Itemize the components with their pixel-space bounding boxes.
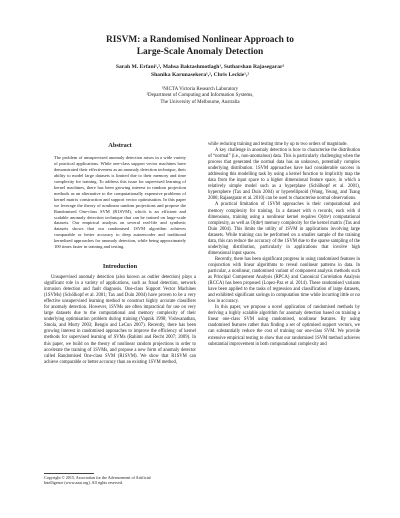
title-line-1: RISVM: a Randomised Nonlinear Approach to [106,35,294,45]
paper-title [60,34,340,58]
affiliation-line-2: ²Department of Computing and Information Systems, [146,93,254,99]
author-list [40,64,360,79]
right-paragraph-3: Recently, there has been significant progress in using randomised features in conjunction with linear algorithms to reveal nonlinear patterns in data. In particular, a nonlinear, randomised variant of component analysis methods such as Principal Component Analysis (RPCA) and Canonical Correlation Analysis (RCCA) has been proposed (Lopez-Paz et al. 2014). These randomised variants have been applied to the tasks of regression and classification of large datasets, and exhibited significant savings in computation time while incurring little or no loss in accuracy. [208,256,360,305]
abstract-text: The problem of unsupervised anomaly detection arises in a wide variety of practical applications. While one-class support vector machines have demonstrated their effectiveness as an anomaly detection technique, their ability to model large datasets is limited due to their memory and time complexity for training. To address this issue for supervised learning of kernel machines, there has been growing interest in random projection methods as an alternative to the computationally expensive problems of kernel matrix construction and support vector optimisation. In this paper we leverage the theory of nonlinear random projections and propose the Randomised One-class SVM (R1SVM), which is an efficient and scalable anomaly detection technique that can be trained on large-scale datasets. Our empirical analysis on several real-life and synthetic datasets shows that our randomised 1SVM algorithm achieves comparable or better accuracy to deep autoencoder and traditional kernelised approaches for anomaly detection, while being approximately 100 times faster in training and testing. [54,155,186,250]
authors-line-2: Shanika Karunasekera¹,², Chris Leckie¹,² [150,71,250,78]
introduction-body [44,275,196,366]
affiliation-line-3: The University of Melbourne, Australia [160,99,240,105]
copyright-footnote [44,475,196,485]
right-paragraph-4: In this paper, we propose a novel application of randomised methods by deriving a highly scalable algorithm for anomaly detection based on training a linear one-class SVM using randomised, nonlinear features. By using randomised features rather than finding a set of optimised support vectors, we can substantially reduce the cost of training our one-class SVM. We provide extensive empirical testing to show that our randomised 1SVM method achieves substantial improvement in both computational complexity and [208,305,360,347]
introduction-heading: Introduction [102,263,138,270]
footnote-line-1: Copyright © 2015, Association for the Advancement of Artificial [44,475,151,480]
abstract-heading: Abstract [108,142,132,149]
abstract [54,142,186,250]
authors-line-1: Sarah M. Erfani¹,², Mahsa Baktashmotlagh¹, Sutharshan Rajasegarar² [115,64,285,70]
footnote-divider [44,473,94,474]
right-paragraph-continued: while reducing training and testing time by up to two orders of magnitude. [208,142,348,147]
introduction-paragraph-1: Unsupervised anomaly detection (also known as outlier detection) plays a significant role in a variety of applications, such as fraud detection, network intrusion detection and fault diagnosis. One-class Support Vector Machines (1SVMs) (Schölkopf et al. 2001; Tax and Duin 2004) have proven to be a very effective unsupervised learning method to construct highly accurate classifiers for anomaly detection. However, 1SVMs are often impractical for use on very large datasets due to the computational and memory complexity of their underlying optimisation problem during training (Vapnik 1998; Vishwanathan, Smola, and Murty 2003; Bengio and LeCun 2007). Recently, there has been growing interest in randomised approaches to improve the efficiency of kernel methods for supervised learning of SVMs (Rahimi and Recht 2007; 2009). In this paper, we build on the theory of nonlinear random projections in order to accelerate the training of 1SVMs, and propose a new form of anomaly detector called Randomised One-class SVM (R1SVM). We show that R1SVM can achieve comparable or better accuracy than an existing 1SVM method, [44,275,196,365]
right-column [208,142,360,348]
affiliations [40,87,360,106]
right-paragraph-1: A key challenge in anomaly detection is how to characterise the distribution of “normal” (i.e., non-anomalous) data. This is particularly challenging when the process that generated the normal data has an unknown, potentially complex underlying distribution. 1SVM approaches have had considerable success in addressing this modelling task by using a kernel function to implicitly map the data from the input space to a higher dimensional feature space, in which a relatively simple model such as a hyperplane (Schölkopf et al. 2001), hypersphere (Tax and Duin 2004) or hyperellipsoid (Wang, Yeung, and Tsang 2006; Rajasegarar et al. 2010) can be used to characterise normal observations. [208,148,360,202]
introduction-heading-wrap [44,263,196,271]
footnote-line-2: Intelligence (www.aaai.org). All rights reserved. [44,480,124,486]
title-line-2: Large-Scale Anomaly Detection [136,47,264,57]
right-paragraph-2: A practical limitation of 1SVM approaches is their computational and memory complexity for training. In a dataset with n records, each with d dimensions, training using a nonlinear kernel requires O(dn³) computational complexity, as well as O(dn²) memory complexity for the kernel matrix (Tax and Duin 2004). This limits the utility of 1SVM in applications involving large datasets. While training can be performed on a smaller sample of the training data, this can reduce the accuracy of the 1SVM due to the sparse sampling of the underlying distribution, particularly in applications that involve high dimensional input spaces. [208,202,360,256]
affiliation-line-1: ¹NICTA Victoria Research Laboratory [161,87,239,92]
